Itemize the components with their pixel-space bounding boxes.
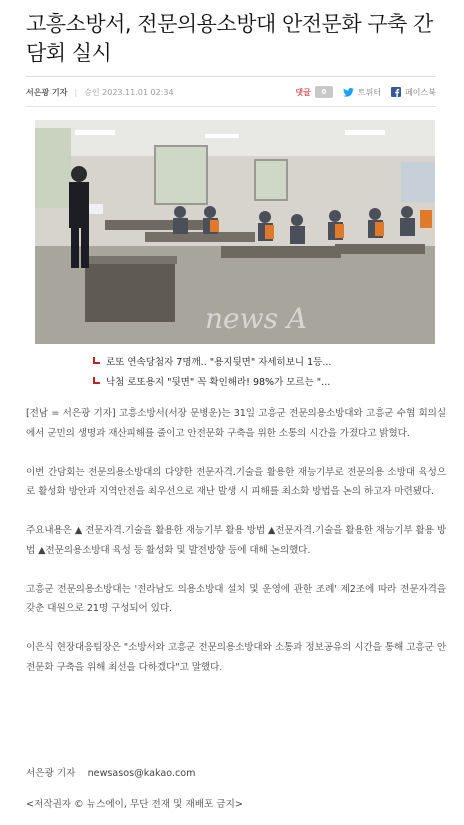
body-paragraph: 고흥군 전문의용소방대는 '전라남도 의용소방대 설치 및 운영에 관한 조례' 제2조에 따라 전문자격을 갖춘 대원으로 21명 구성되어 있다.: [26, 583, 446, 614]
headline-divider: [26, 76, 436, 77]
article-body: [26, 404, 446, 697]
related-link-2[interactable]: [92, 374, 330, 388]
author-name[interactable]: 서은광 기자: [26, 87, 68, 97]
photo-watermark: news A: [205, 302, 308, 335]
body-paragraph: 이번 간담회는 전문의용소방대의 다양한 전문자격.기술을 활용한 재능기부로 전문의용 소방대 육성으로 활성화 방안과 지역안전을 최우선으로 재난 발생 시 피해를 최소화 방법을 논의 하고자 마련됐다.: [26, 466, 446, 497]
arrow-icon: [92, 377, 101, 386]
facebook-share-button[interactable]: [391, 87, 436, 98]
article-headline: 고흥소방서, 전문의용소방대 안전문화 구축 간담회 실시: [26, 12, 433, 65]
article-photo: [35, 120, 435, 344]
facebook-label: 페이스북: [405, 87, 436, 97]
meta-divider: [26, 106, 436, 107]
comment-button[interactable]: [295, 86, 332, 98]
twitter-share-button[interactable]: [343, 87, 381, 98]
copyright-notice: <저작권자 © 뉴스에이, 무단 전재 및 재배포 금지>: [26, 799, 243, 810]
related-link-1[interactable]: [92, 354, 331, 368]
twitter-icon: [343, 88, 354, 97]
share-group: [295, 86, 436, 98]
twitter-label: 트위터: [357, 87, 382, 97]
body-paragraph: 주요내용은 ▲ 전문자격.기술을 활용한 재능기부 활용 방법 ▲전문자격.기술을 활용한 재능기부 활용 방법 ▲전문의용소방대 육성 등 활성화 및 발전방향 등에 대해 논의했다.: [26, 525, 446, 556]
byline: 서은광 기자 newsasos@kakao.com: [26, 768, 196, 779]
article-meta-bar: [26, 83, 436, 101]
approved-date: 승인 2023.11.01 02:34: [84, 87, 174, 97]
arrow-icon: [92, 357, 101, 366]
body-paragraph: 이은식 현장대응팀장은 "소방서와 고흥군 전문의용소방대와 소통과 정보공유의 시간을 통해 고흥군 안전문화 구축을 위해 최선을 다하겠다"고 말했다.: [26, 642, 446, 673]
comment-count-badge: 0: [315, 86, 333, 98]
meta-separator: |: [74, 87, 78, 97]
related-link-text: 로또 연속당첨자 7명깨.. "용지뒷면" 자세히보니 1등...: [106, 357, 332, 368]
comment-label: 댓글: [295, 87, 311, 97]
facebook-icon: [391, 87, 401, 97]
body-paragraph: [전남 = 서은광 기자] 고흥소방서(서장 문병운)는 31일 고흥군 전문의용소방대와 고흥군 수협 회의실에서 군민의 생명과 재산피해를 줄이고 안전문화 구축을 위한 소통의 시간을 가졌다고 밝혔다.: [26, 408, 446, 439]
related-link-text: 낙첨 로또용지 "뒷면" 꼭 확인해라! 98%가 모르는 "...: [106, 377, 331, 388]
